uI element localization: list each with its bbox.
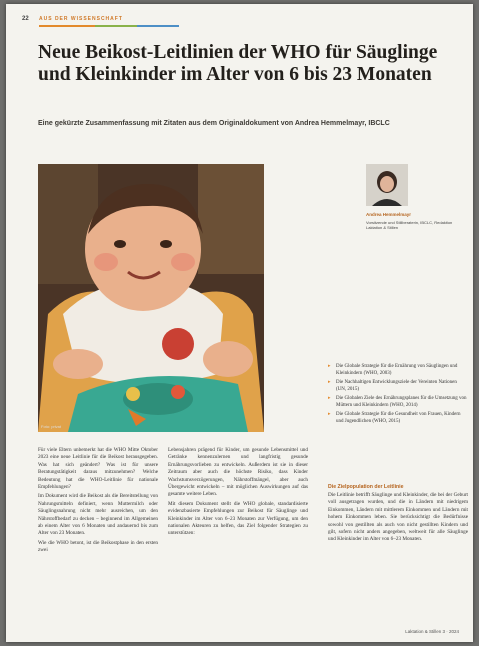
strategy-item: ▸ Die Nachhaltigen Entwicklungsziele der Vereinten Nationen (UN, 2015) <box>328 380 468 393</box>
paragraph: Lebensjahren prägend für Kinder, um gesunde Lebensmittel und Getränke kennenzulernen und langfristig gesunde Ernährungsvorlieben zu entwickeln. Außerdem ist sie in dieser Zeitraum aber auch die höchste Risiko, dass Kinder Wachstumsverzögerungen, Nährstoffmängel, aber auch Übergewicht entwickeln – mit möglichen Auswirkungen auf das gesamte weitere Leben. <box>168 447 308 498</box>
article-subtitle: Eine gekürzte Zusammenfassung mit Zitaten aus dem Originaldokument von Andrea Hemmelmayr, IBCLC <box>38 120 390 127</box>
body-column-3 <box>328 492 468 546</box>
strategy-item: ▸ Die Globale Strategie für die Ernährung von Säuglingen und Kleinkindern (WHO, 2003) <box>328 364 468 377</box>
strategy-item: ▸ Die Globalen Ziele des Ernährungsplanes für die Umsetzung von Müttern und Kleinkindern (WHO, 2014) <box>328 396 468 409</box>
photo-credit: Foto: privat <box>41 424 62 429</box>
author-role: Vorsitzende und Stillberaterin, IBCLC, Redaktion Laktation & Stillen <box>366 220 453 230</box>
section-divider <box>39 25 179 27</box>
paragraph: Im Dokument wird die Beikost als die Bereitstellung von Nahrungsmitteln definiert, wenn Muttermilch oder Säuglingsnahrung nicht mehr ausreichen, um den Nährstoffbedarf zu decken – beginnend im Allgemeinen ab einem Alter von 6 Monaten und andauernd bis zum Alter von 23 Monaten. <box>38 493 158 537</box>
author-avatar <box>366 164 408 206</box>
paragraph: Die Leitlinie betrifft Säuglinge und Kleinkinder, die bei der Geburt voll ausgetragen wurden, und die in Ländern mit niedrigem Einkommen, Ländern mit mittlerem Einkommen und Ländern mit hohem Einkommen leben. Sie berücksichtigt die Bedürfnisse sowohl von gestillten als auch von nicht gestillten Kindern und gilt, sofern nicht anders angegeben, weltweit für alle Säuglinge und Kleinkinder im Alter von 6–23 Monaten. <box>328 492 468 543</box>
subheading: Die Zielpopulation der Leitlinie <box>328 484 404 490</box>
strategy-item: ▸ Die Globale Strategie für die Gesundheit von Frauen, Kindern und Jugendlichen (WHO, 2015) <box>328 412 468 425</box>
baby-illustration <box>38 164 264 432</box>
page-number: 22 <box>22 16 29 22</box>
section-label: AUS DER WISSENSCHAFT <box>39 16 123 22</box>
author-name: Andrea Hemmelmayr <box>366 212 412 217</box>
magazine-page <box>6 4 473 642</box>
baby-photo <box>38 164 264 432</box>
paragraph: Mit diesem Dokument stellt die WHO globale, standardisierte evidenzbasierte Empfehlungen zur Beikost für Säuglinge und Kleinkinder im Alter von 6–23 Monaten zur Verfügung, um den nationalen Akteuren zu helfen, das Ziel folgender Strategien zu unterstützen: <box>168 500 308 537</box>
page-footer: Laktation & Stillen 3 · 2024 <box>405 629 459 634</box>
article-title: Neue Beikost-Leitlinien der WHO für Säuglinge und Kleinkinder im Alter von 6 bis 23 Monaten <box>38 42 438 85</box>
strategy-list <box>328 364 468 428</box>
paragraph: Wie die WHO betont, ist die Beikostphase in den ersten zwei <box>38 539 158 554</box>
body-column-1 <box>38 447 158 557</box>
author-portrait <box>366 164 408 206</box>
body-column-2 <box>168 447 308 540</box>
paragraph: Für viele Eltern unbemerkt hat die WHO Mitte Oktober 2023 eine neue Leitlinie für die Beikost herausgegeben. Was hat sich geändert? Was ist für unsere Beratungstätigkeit daraus mitzunehmen? Welche Bedeutung hat die WHO-Leitlinie für nationale Empfehlungen? <box>38 447 158 491</box>
